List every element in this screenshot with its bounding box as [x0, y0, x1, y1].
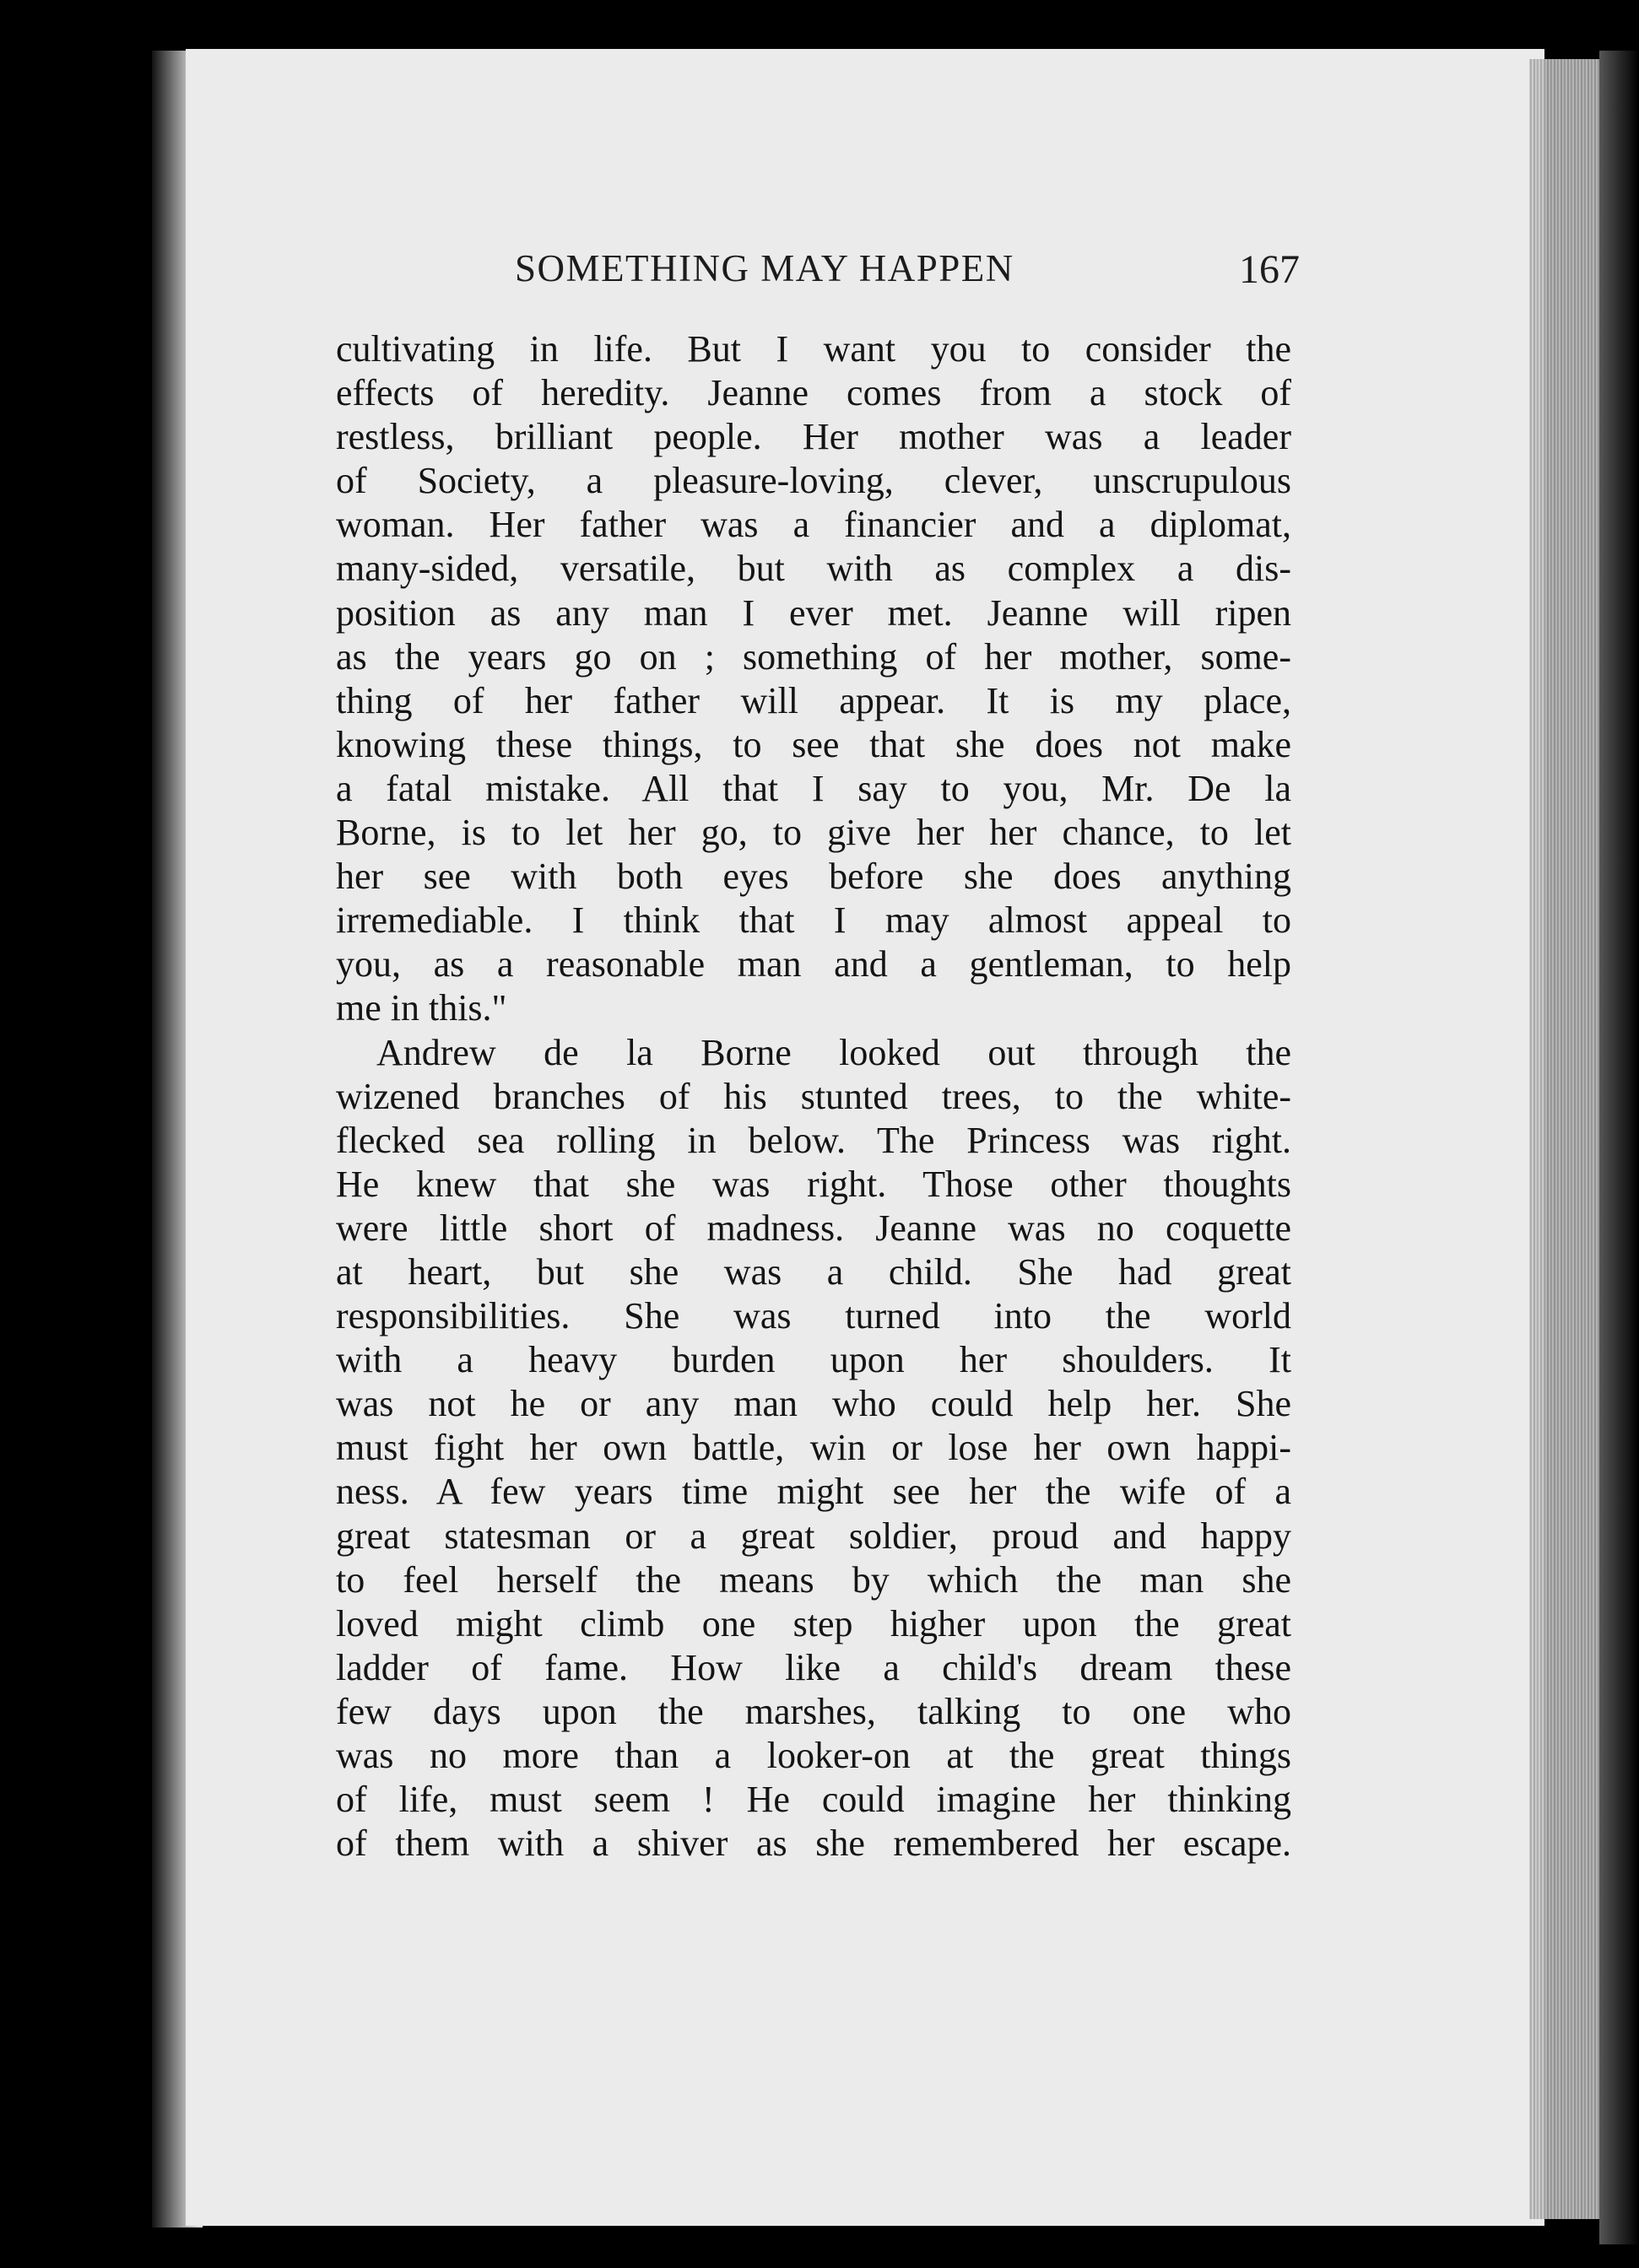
- body-text: [336, 327, 1291, 1866]
- text-line: you, as a reasonable man and a gentleman, to help: [336, 943, 1291, 986]
- text-line: me in this.": [336, 987, 507, 1029]
- text-line: a fatal mistake. All that I say to you, Mr. De la: [336, 767, 1291, 809]
- text-line: woman. Her father was a financier and a diplomat,: [336, 504, 1291, 546]
- text-line: cultivating in life. But I want you to consider the: [336, 328, 1291, 370]
- text-line: responsibilities. She was turned into the world: [336, 1295, 1291, 1337]
- text-line: position as any man I ever met. Jeanne will ripen: [336, 591, 1291, 634]
- paragraph: [336, 1031, 1291, 1866]
- page-edge-shadow: [1599, 51, 1639, 2244]
- text-line: loved might climb one step higher upon the great: [336, 1602, 1291, 1644]
- text-line: her see with both eyes before she does anything: [336, 856, 1291, 898]
- text-line: restless, brilliant people. Her mother was a leader: [336, 416, 1291, 458]
- text-line: wizened branches of his stunted trees, to the white-: [336, 1075, 1291, 1117]
- text-line: to feel herself the means by which the man she: [336, 1558, 1291, 1601]
- text-line: must fight her own battle, win or lose her own happi-: [336, 1427, 1291, 1469]
- text-line: as the years go on ; something of her mother, some-: [336, 635, 1291, 678]
- text-line: He knew that she was right. Those other thoughts: [336, 1163, 1291, 1205]
- text-line: effects of heredity. Jeanne comes from a stock of: [336, 372, 1291, 414]
- text-line: of them with a shiver as she remembered her escape.: [336, 1822, 1291, 1865]
- text-line: flecked sea rolling in below. The Princess was right.: [336, 1119, 1291, 1161]
- text-line: Borne, is to let her go, to give her her chance, to let: [336, 812, 1291, 854]
- text-line: knowing these things, to see that she does not make: [336, 723, 1291, 765]
- text-line: many-sided, versatile, but with as complex a dis-: [336, 548, 1291, 590]
- text-line: ladder of fame. How like a child's dream these: [336, 1646, 1291, 1688]
- text-line: was no more than a looker-on at the great things: [336, 1735, 1291, 1776]
- text-line: of Society, a pleasure-loving, clever, unscrupulous: [336, 460, 1291, 502]
- text-line: ness. A few years time might see her the wife of a: [336, 1471, 1291, 1513]
- running-head: [515, 246, 1300, 305]
- text-line: were little short of madness. Jeanne was no coquette: [336, 1207, 1291, 1249]
- page-number: 167: [1239, 247, 1300, 292]
- text-line: Andrew de la Borne looked out through the: [376, 1031, 1291, 1073]
- page-fore-edge: [1529, 59, 1602, 2219]
- text-line: with a heavy burden upon her shoulders. It: [336, 1339, 1291, 1381]
- text-line: irremediable. I think that I may almost appeal to: [336, 899, 1291, 942]
- text-line: thing of her father will appear. It is my place,: [336, 679, 1291, 721]
- text-line: great statesman or a great soldier, proud and happy: [336, 1515, 1291, 1557]
- text-line: of life, must seem ! He could imagine her thinking: [336, 1779, 1291, 1821]
- text-line: at heart, but she was a child. She had great: [336, 1250, 1291, 1293]
- text-line: few days upon the marshes, talking to one who: [336, 1690, 1291, 1732]
- running-head-title: SOMETHING MAY HAPPEN: [515, 247, 1014, 289]
- paragraph: [336, 327, 1291, 1031]
- text-line: was not he or any man who could help her. She: [336, 1383, 1291, 1425]
